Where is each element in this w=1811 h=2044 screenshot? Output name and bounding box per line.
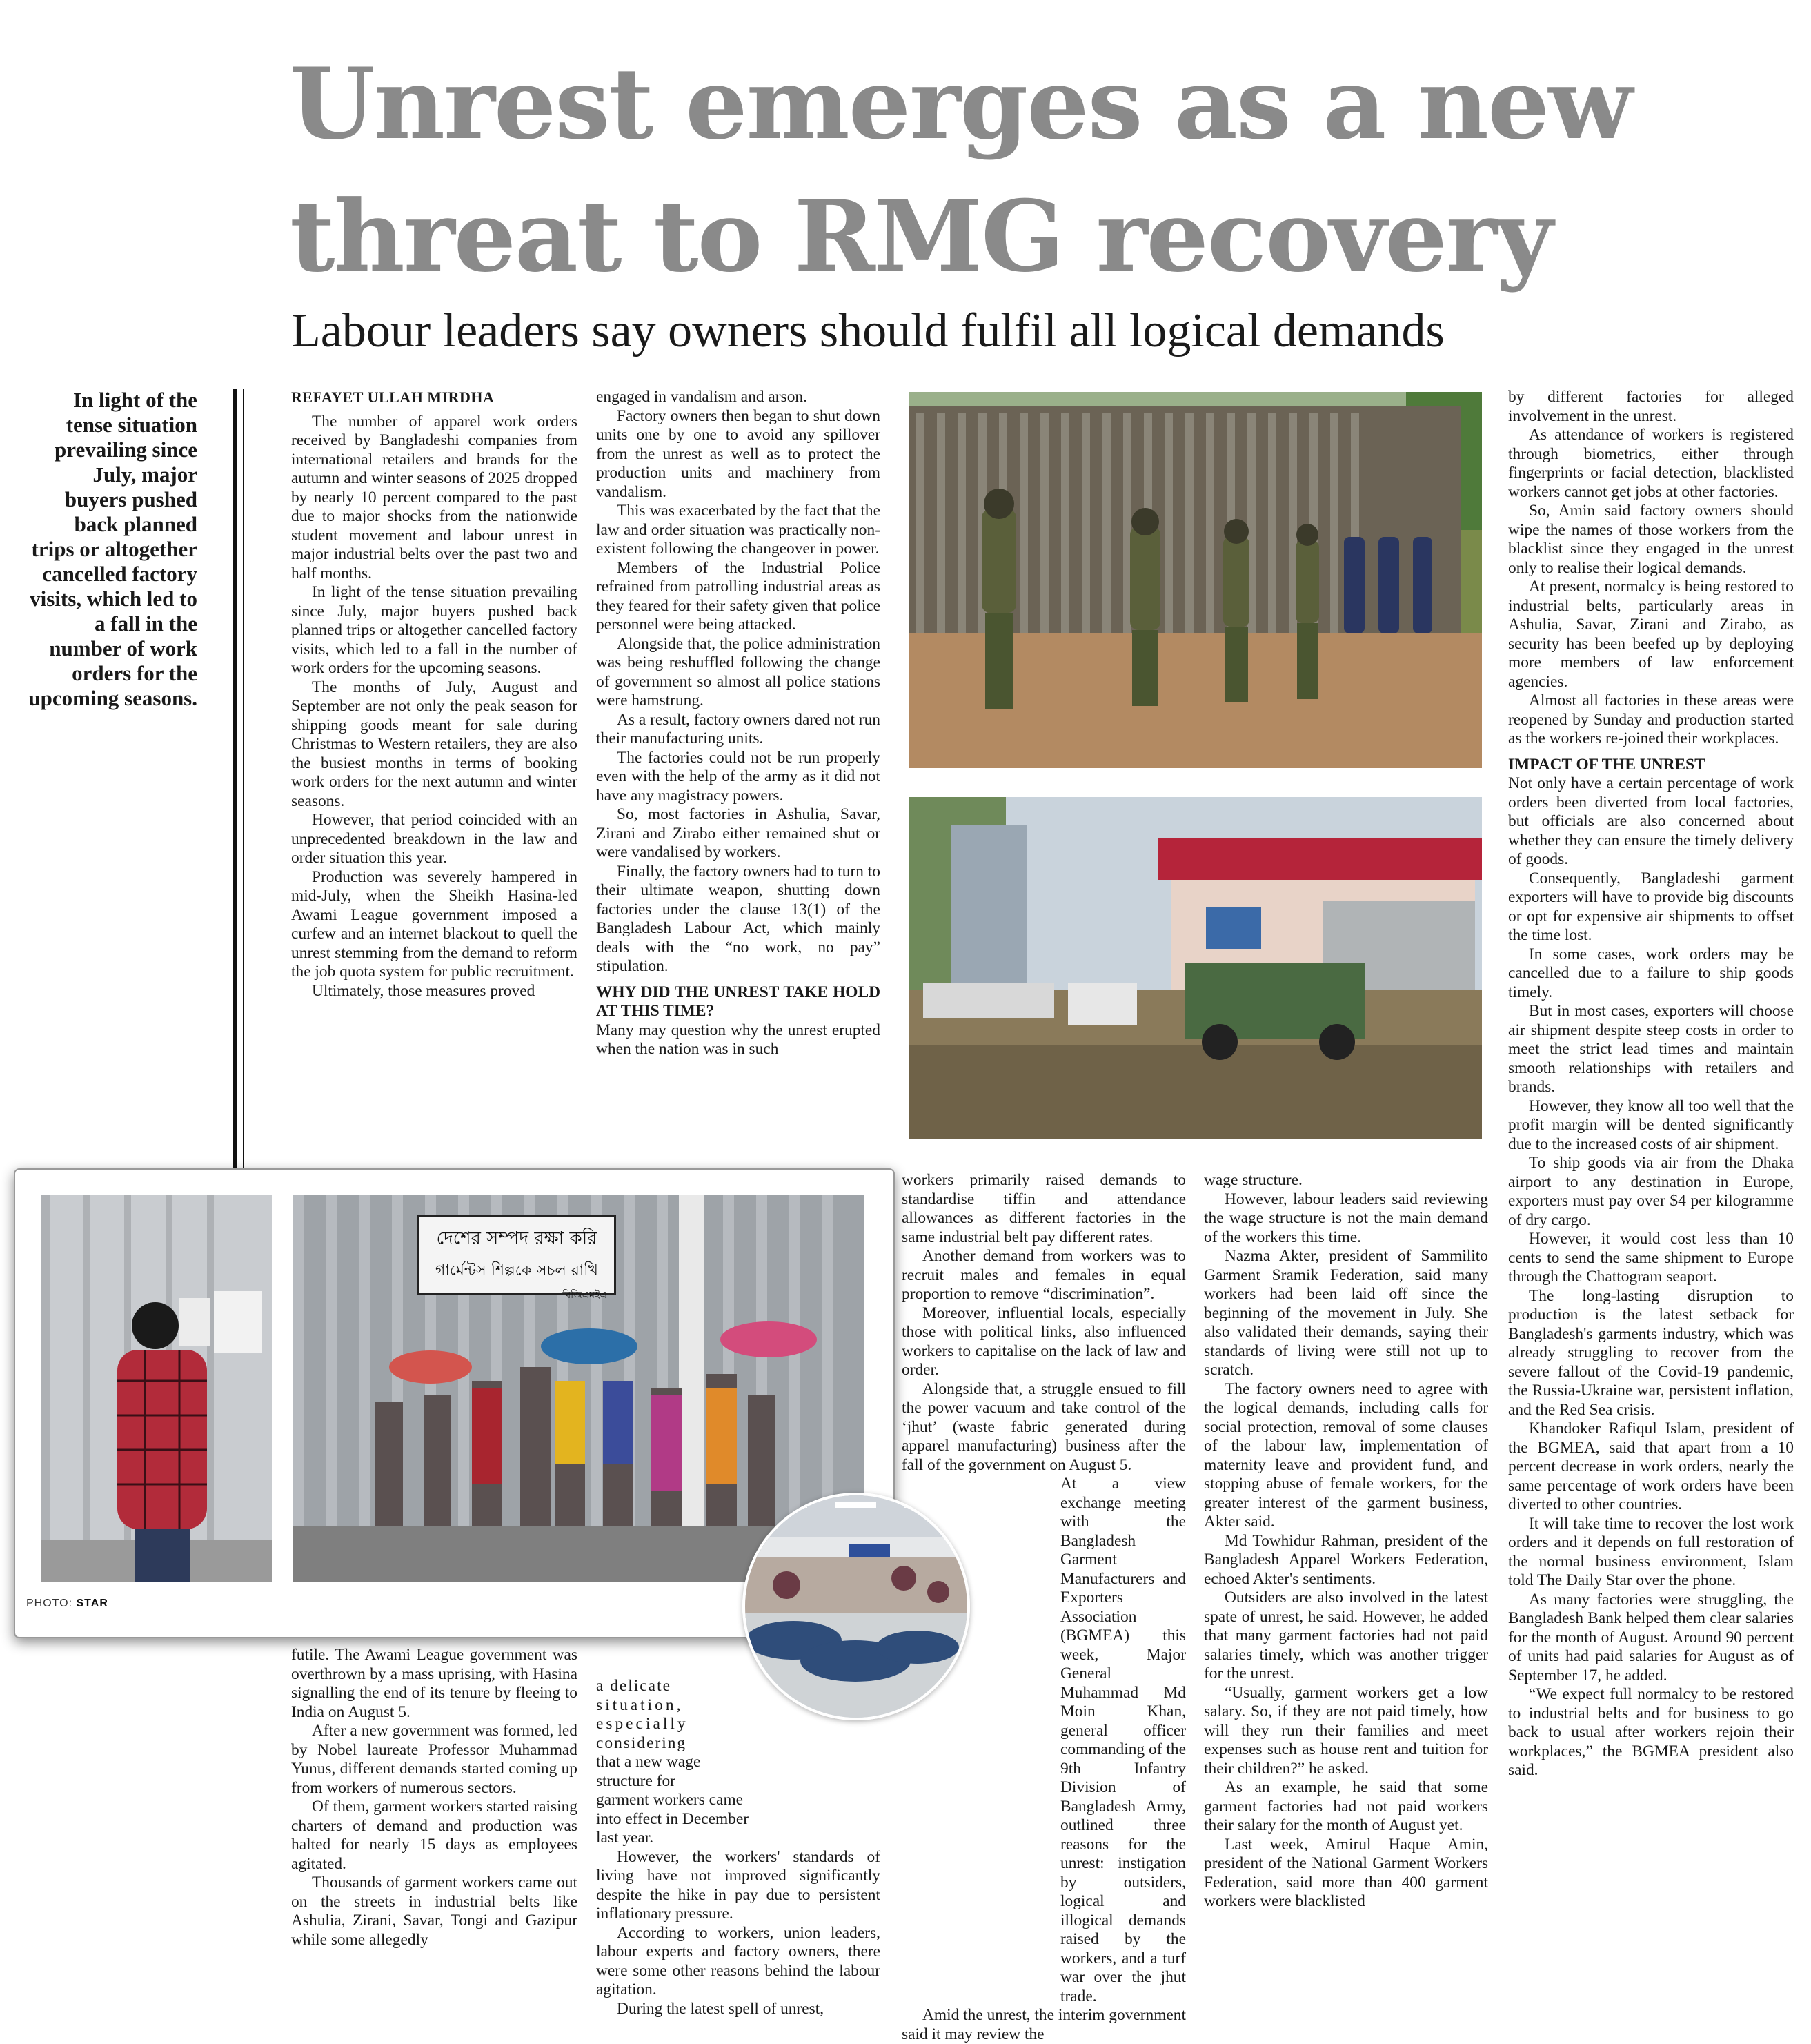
paragraph: Outsiders are also involved in the latest spate of unrest, he said. However, he added that many garment factories had not paid salaries timely, which was another trigger for the unrest. — [1204, 1589, 1488, 1682]
column-1-bottom — [291, 1646, 577, 1949]
paragraph: “Usually, garment workers get a low salary. So, if they are not paid timely, how will they run their families and meet expenses such as house rent and tuition for their children?” he asked. — [1204, 1683, 1488, 1778]
paragraph: But in most cases, exporters will choose air shipment despite steep costs in order to meet the strict lead times and maintain smooth relationships with retailers and brands. — [1508, 1002, 1794, 1096]
paragraph: So, Amin said factory owners should wipe the names of those workers from the blacklist since they engaged in the unrest only to realise their logical demands. — [1508, 502, 1794, 577]
headline-line-1: Unrest emerges as a new — [290, 47, 1632, 161]
pull-quote: In light of the tense situation prevailing since July, major buyers pushed back planned trips or altogether cancelled factory visits, which led to a fall in the number of work orders for the upcoming seasons. — [28, 388, 197, 710]
wrap-line: a delicate — [596, 1677, 671, 1695]
vertical-rule — [233, 389, 237, 1175]
paragraph: Finally, the factory owners had to turn to their ultimate weapon, shutting down factories under the clause 13(1) of the Bangladesh Labour Act, which mainly deals with the “no work, no pay” stipulation. — [596, 862, 880, 975]
paragraph: However, the workers' standards of living have not improved significantly despite the hike in pay due to persistent inflationary pressure. — [596, 1847, 880, 1923]
wrap-line: that a new wage — [596, 1753, 701, 1771]
byline: REFAYET ULLAH MIRDHA — [291, 389, 495, 406]
column-5 — [1508, 388, 1794, 1780]
paragraph: It will take time to recover the lost work orders and it depends on full restoration of the normal business environment, Islam told The Daily Star over the phone. — [1508, 1514, 1794, 1589]
photo-soldiers-at-factory-gate — [909, 392, 1482, 768]
paragraph: However, that period coincided with an unprecedented breakdown in the law and order situation this year. — [291, 811, 577, 867]
sign-line-1: দেশের সম্পদ রক্ষা করি — [436, 1228, 597, 1249]
paragraph: As many factories were struggling, the Bangladesh Bank helped them clear salaries for the month of August. Around 90 percent of units had paid salaries for August as of September 17, he added. — [1508, 1590, 1794, 1684]
paragraph: Of them, garment workers started raising charters of demand and production was halted for nearly 15 days as employees agitated. — [291, 1798, 577, 1873]
wrap-line: structure for — [596, 1771, 675, 1790]
wrap-line: especially — [596, 1715, 689, 1733]
paragraph: “We expect full normalcy to be restored to industrial belts and for business to go back to usual after workers rejoin their workplaces,” the BGMEA president also said. — [1508, 1685, 1794, 1779]
vertical-rule-thin — [243, 389, 244, 1175]
paragraph: futile. The Awami League government was overthrown by a mass uprising, with Hasina signalling the end of its tenure by fleeing to India on August 5. — [291, 1646, 577, 1721]
wrap-line: garment workers came — [596, 1791, 744, 1809]
paragraph: The factory owners need to agree with the logical demands, including calls for social protection, removal of some clauses of the labour law, implementation of maternity leave and provident fund, and stopping abuse of female workers, for the greater interest of the garment business, Akter said. — [1204, 1379, 1488, 1531]
paragraph: Factory owners then began to shut down units one by one to avoid any spillover from the unrest as well as to protect the production units and machinery from vandalism. — [596, 406, 880, 501]
section-heading: IMPACT OF THE UNREST — [1508, 755, 1705, 774]
paragraph: At present, normalcy is being restored to industrial belts, particularly areas in Ashulia, Savar, Zirani and Zirabo, as security has been beefed up by deploying more members of law enforcement agencies. — [1508, 578, 1794, 691]
paragraph: The long-lasting disruption to production is the latest setback for Bangladesh's garments industry, which was already struggling to recover from the severe fallout of the Covid-19 pandemic, the Russia-Ukraine war, persistent inflation, and the Red Sea crisis. — [1508, 1286, 1794, 1419]
paragraph: Ultimately, those measures proved — [312, 981, 535, 1000]
paragraph: This was exacerbated by the fact that the law and order situation was practically non-existent following the changeover in power. — [596, 502, 880, 558]
paragraph: Moreover, influential locals, especially those with political links, also influenced workers to capitalise on the lack of law and order. — [902, 1304, 1186, 1379]
paragraph: In light of the tense situation prevailing since July, major buyers pushed back planned trips or altogether cancelled factory visits, which led to a fall in the number of work orders for the upcoming seasons. — [291, 583, 577, 677]
paragraph: As attendance of workers is registered through biometrics, either through fingerprints or facial detection, blacklisted workers cannot get jobs at other factories. — [1508, 426, 1794, 501]
paragraph: The factories could not be run properly even with the help of the army as it did not have any magistracy powers. — [596, 748, 880, 805]
column-4 — [1204, 1171, 1488, 1912]
paragraph: However, labour leaders said reviewing the wage structure is not the main demand of the workers this time. — [1204, 1190, 1488, 1246]
paragraph: During the latest spell of unrest, — [617, 1999, 824, 2018]
paragraph: Many may question why the unrest erupted when the nation was in such — [596, 1021, 880, 1058]
paragraph: The months of July, August and September are not only the peak season for shipping goods meant for sale during Christmas to Western retailers, they are also the busiest months in terms of booking work orders for the next autumn and winter seasons. — [291, 678, 577, 810]
column-2-bottom — [596, 1677, 880, 2018]
paragraph: According to workers, union leaders, labour experts and factory owners, there were some other reasons behind the labour agitation. — [596, 1923, 880, 1998]
section-heading: WHY DID THE UNREST TAKE HOLD AT THIS TIME? — [596, 983, 880, 1020]
paragraph: engaged in vandalism and arson. — [596, 388, 807, 406]
sign-line-2: গার্মেন্টস শিল্পকে সচল রাখি — [435, 1262, 598, 1279]
paragraph: Md Towhidur Rahman, president of the Bangladesh Apparel Workers Federation, echoed Akter's sentiments. — [1204, 1531, 1488, 1588]
paragraph: In some cases, work orders may be cancelled due to a failure to ship goods timely. — [1508, 945, 1794, 1001]
wrap-line: into effect in December — [596, 1809, 749, 1828]
column-2-top — [596, 388, 880, 1059]
photo-garment-factory-circle — [742, 1493, 970, 1720]
paragraph: Almost all factories in these areas were reopened by Sunday and production started as the workers re-joined their workplaces. — [1508, 691, 1794, 747]
headline-line-2: threat to RMG recovery — [290, 179, 1552, 294]
paragraph: After a new government was formed, led by Nobel laureate Professor Muhammad Yunus, different demands started coming up from workers of numerous sectors. — [291, 1722, 577, 1797]
paragraph: Thousands of garment workers came out on the streets in industrial belts like Ashulia, Zirani, Savar, Tongi and Gazipur while some allegedly — [291, 1874, 577, 1949]
paragraph: Amid the unrest, the interim government said it may review the — [902, 2006, 1186, 2043]
paragraph: wage structure. — [1204, 1171, 1303, 1189]
photo-credit-label: PHOTO: — [26, 1598, 73, 1609]
paragraph: However, it would cost less than 10 cents to send the same shipment to Europe through the Chattogram seaport. — [1508, 1230, 1794, 1286]
photo-credit-source: STAR — [76, 1598, 108, 1609]
paragraph: As an example, he said that some garment factories had not paid workers their salary for the month of August yet. — [1204, 1778, 1488, 1834]
paragraph: workers primarily raised demands to standardise tiffin and attendance allowances as different factories in the same industrial belt pay different rates. — [902, 1171, 1186, 1246]
subheadline: Labour leaders say owners should fulfil all logical demands — [291, 304, 1445, 357]
photo-credit — [26, 1598, 108, 1610]
paragraph: Last week, Amirul Haque Amin, president of the National Garment Workers Federation, said more than 400 garment workers were blacklisted — [1204, 1835, 1488, 1910]
headline — [290, 38, 1794, 303]
paragraph: To ship goods via air from the Dhaka airport to any destination in Europe, exporters must pay over $4 per kilogramme of dry cargo. — [1508, 1154, 1794, 1229]
wrap-line: considering — [596, 1733, 687, 1752]
sign-line-3: বিজিএমইএ — [562, 1290, 607, 1301]
paragraph: Not only have a certain percentage of work orders been diverted from local factories, but officials are also concerned about whether they can ensure the timely delivery of goods. — [1508, 774, 1794, 868]
paragraph: Another demand from workers was to recruit males and females in equal proportion to remove “discrimination”. — [902, 1247, 1186, 1303]
paragraph: At a view exchange meeting with the Bangladesh Garment Manufacturers and Exporters Association (BGMEA) this week, Major General Muhammad Md Moin Khan, general officer commanding of the 9th Infantry Division of Bangladesh Army, outlined three reasons for the unrest: instigation by outsiders, logical and illogical demands raised by the workers, and a turf war over the jhut trade. — [1060, 1475, 1186, 2005]
photo-worker-reading-notice — [41, 1195, 272, 1582]
paragraph: Members of the Industrial Police refrained from patrolling industrial areas as they feared for their safety given that police personnel were being attacked. — [596, 558, 880, 633]
factory-sign — [417, 1215, 616, 1301]
wrap-line: situation, — [596, 1696, 684, 1714]
paragraph: Alongside that, a struggle ensued to fill the power vacuum and take control of the ‘jhut’ (waste fabric generated during apparel manufacturing) business after the fall of the government on August 5. — [902, 1379, 1186, 1474]
paragraph: Khandoker Rafiqul Islam, president of the BGMEA, said that apart from a 10 percent decrease in work orders, nearly the same percentage of work orders have been diverted to other countries. — [1508, 1419, 1794, 1513]
paragraph: So, most factories in Ashulia, Savar, Zirani and Zirabo either remained shut or were vandalised by workers. — [596, 805, 880, 861]
paragraph: Production was severely hampered in mid-July, when the Sheikh Hasina-led Awami League government imposed a curfew and an internet blackout to quell the unrest stemming from the demand to reform the job quota system for public recruitment. — [291, 867, 577, 981]
paragraph: Alongside that, the police administration was being reshuffled following the change of government so almost all police stations were hamstrung. — [596, 634, 880, 709]
paragraph: The number of apparel work orders received by Bangladeshi companies from international retailers and brands for the autumn and winter seasons of 2025 dropped by nearly 10 percent compared to the past due to major shocks from the nationwide student movement and labour unrest in major industrial belts over the past two and half months. — [291, 412, 577, 582]
paragraph: Nazma Akter, president of Sammilito Garment Sramik Federation, said many workers had been laid off since the beginning of the movement in July. She also validated their demands, saying their standards of living were still not up to scratch. — [1204, 1247, 1488, 1379]
paragraph: However, they know all too well that the profit margin will be dented significantly due to the increased costs of air shipment. — [1508, 1097, 1794, 1153]
paragraph: As a result, factory owners dared not run their manufacturing units. — [596, 710, 880, 747]
paragraph: Consequently, Bangladeshi garment exporters will have to provide big discounts or opt for expensive air shipments to offset the time lost. — [1508, 869, 1794, 944]
photo-army-vehicle-street — [909, 797, 1482, 1139]
paragraph: by different factories for alleged involvement in the unrest. — [1508, 388, 1794, 425]
column-1-top — [291, 388, 577, 1001]
wrap-line: last year. — [596, 1829, 654, 1847]
